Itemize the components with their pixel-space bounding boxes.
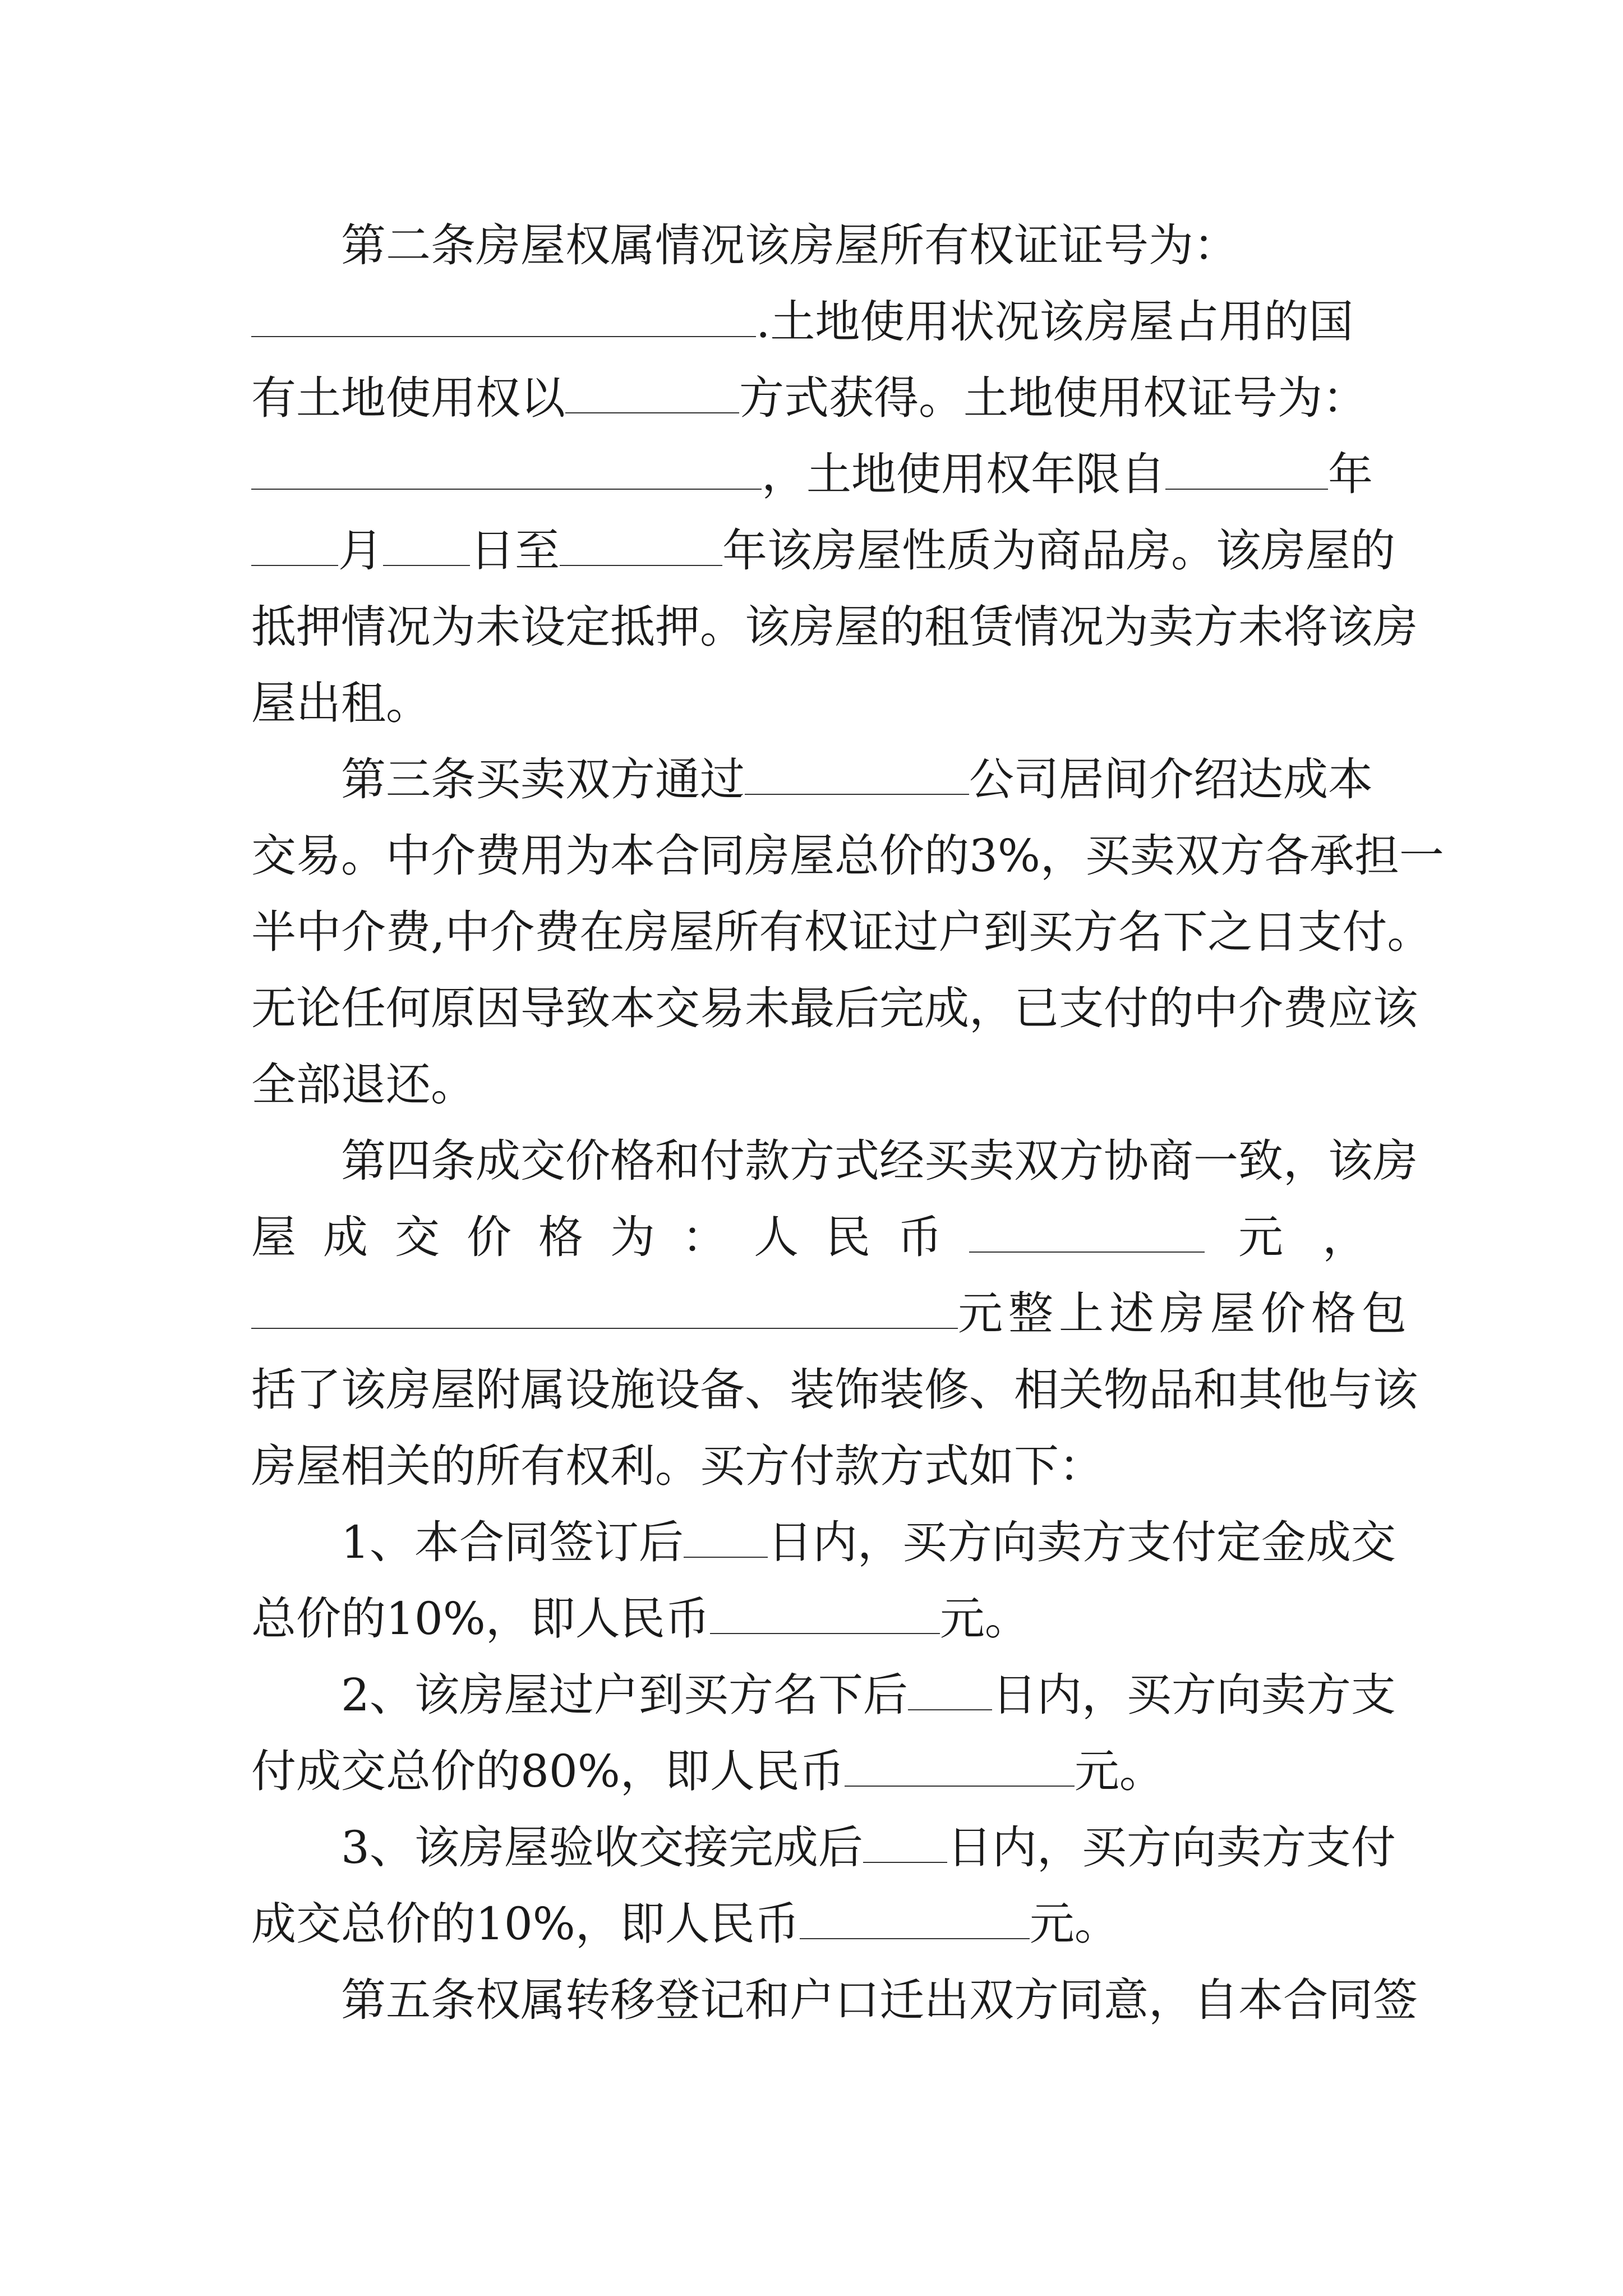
- text-segment: 1、本合同签订后: [341, 1516, 684, 1568]
- payment-3-line-2: [251, 1886, 1373, 1962]
- fill-blank[interactable]: [745, 754, 969, 795]
- article-2-line-7: [251, 665, 1373, 742]
- article-3-line-2: [251, 818, 1444, 894]
- fill-blank[interactable]: [1165, 449, 1328, 490]
- text-segment: 括了该房屋附属设施设备、装饰装修、相关物品和其他与该: [251, 1364, 1418, 1416]
- fill-blank[interactable]: [800, 1899, 1030, 1939]
- article-2-line-2: [251, 284, 1373, 360]
- payment-3-line-1: [251, 1810, 1396, 1886]
- text-segment: 元整上述房屋价格包: [958, 1287, 1412, 1340]
- fill-blank[interactable]: [969, 1212, 1205, 1253]
- article-4-line-5: [251, 1428, 1373, 1504]
- fill-blank[interactable]: [565, 373, 739, 413]
- fill-blank[interactable]: [251, 526, 338, 566]
- payment-2-line-2: [251, 1733, 1373, 1810]
- text-segment: 房屋相关的所有权利。买方付款方式如下：: [251, 1440, 1104, 1492]
- text-segment: 方式获得。土地使用权证号为：: [739, 372, 1367, 424]
- text-segment: ，土地使用权年限自: [762, 448, 1165, 500]
- article-4-line-4: [251, 1352, 1418, 1428]
- article-3-line-5: [251, 1047, 1373, 1123]
- text-segment: 月: [338, 524, 383, 577]
- text-segment: 半中介费,中介费在房屋所有权证过户到买方名下之日支付。: [251, 906, 1432, 958]
- fill-blank[interactable]: [251, 297, 756, 337]
- text-segment: 抵押情况为未设定抵押。该房屋的租赁情况为卖方未将该房: [251, 601, 1418, 653]
- text-segment: 日内，买方向卖方支付: [947, 1821, 1396, 1874]
- text-segment: 元。: [1074, 1745, 1164, 1797]
- text-segment: 第四条成交价格和付款方式经买卖双方协商一致，该房: [341, 1135, 1418, 1187]
- text-segment: 日内，买方向卖方支付定金成交: [767, 1516, 1396, 1568]
- text-segment: 全部退还。: [251, 1059, 476, 1111]
- payment-2-line-1: [251, 1657, 1396, 1733]
- text-segment: 3、该房屋验收交接完成后: [341, 1821, 863, 1874]
- text-segment: 元。: [1029, 1898, 1119, 1950]
- text-segment: 日至: [470, 524, 560, 577]
- article-2-line-5: [251, 513, 1395, 589]
- text-segment: 第二条房屋权属情况该房屋所有权证证号为：: [341, 219, 1238, 272]
- text-segment: 2、该房屋过户到买方名下后: [341, 1669, 908, 1721]
- fill-blank[interactable]: [251, 449, 762, 490]
- text-segment: 年: [1328, 448, 1373, 500]
- text-segment: 日内，买方向卖方支: [992, 1669, 1396, 1721]
- payment-1-line-1: [251, 1504, 1396, 1581]
- text-segment: 总价的10%，即人民币: [251, 1593, 710, 1645]
- fill-blank[interactable]: [560, 526, 722, 566]
- text-segment: .土地使用状况该房屋占用的国: [756, 296, 1354, 348]
- text-segment: 有土地使用权以: [251, 372, 565, 424]
- text-segment: 成交总价的10%，即人民币: [251, 1898, 800, 1950]
- text-segment: 屋出租。: [251, 677, 431, 729]
- article-2-line-6: [251, 589, 1418, 665]
- fill-blank[interactable]: [863, 1823, 947, 1863]
- payment-1-line-2: [251, 1581, 1373, 1657]
- article-4-line-2: [251, 1199, 1407, 1276]
- text-segment: 第五条权属转移登记和户口迁出双方同意，自本合同签: [341, 1974, 1418, 2026]
- article-2-line-4: [251, 436, 1373, 513]
- article-2-line-1: [251, 208, 1373, 284]
- fill-blank[interactable]: [908, 1670, 992, 1710]
- text-segment: 无论任何原因导致本交易未最后完成，已支付的中介费应该: [251, 982, 1418, 1034]
- text-segment: 公司居间介绍达成本: [969, 753, 1373, 806]
- text-segment: 第三条买卖双方通过: [341, 753, 745, 806]
- article-3-line-1: [251, 742, 1373, 818]
- text-segment: 年该房屋性质为商品房。该房屋的: [722, 524, 1395, 577]
- fill-blank[interactable]: [684, 1517, 768, 1558]
- article-4-line-1: [251, 1123, 1418, 1199]
- fill-blank[interactable]: [251, 1289, 958, 1329]
- fill-blank[interactable]: [845, 1746, 1075, 1787]
- article-4-line-3: [251, 1276, 1412, 1352]
- article-3-line-3: [251, 894, 1432, 970]
- fill-blank[interactable]: [710, 1594, 940, 1634]
- text-segment: 交易。中介费用为本合同房屋总价的3%，买卖双方各承担一: [251, 830, 1444, 882]
- article-3-line-4: [251, 970, 1418, 1047]
- text-segment: 付成交总价的80%，即人民币: [251, 1745, 845, 1797]
- article-5-line-1: [251, 1962, 1418, 2039]
- article-2-line-3: [251, 360, 1373, 436]
- fill-blank[interactable]: [383, 526, 470, 566]
- text-segment: 屋成交价格为：人民币: [251, 1211, 969, 1263]
- contract-body: [251, 208, 1444, 2039]
- text-segment: 元。: [939, 1593, 1030, 1645]
- text-segment: 元，: [1238, 1211, 1407, 1263]
